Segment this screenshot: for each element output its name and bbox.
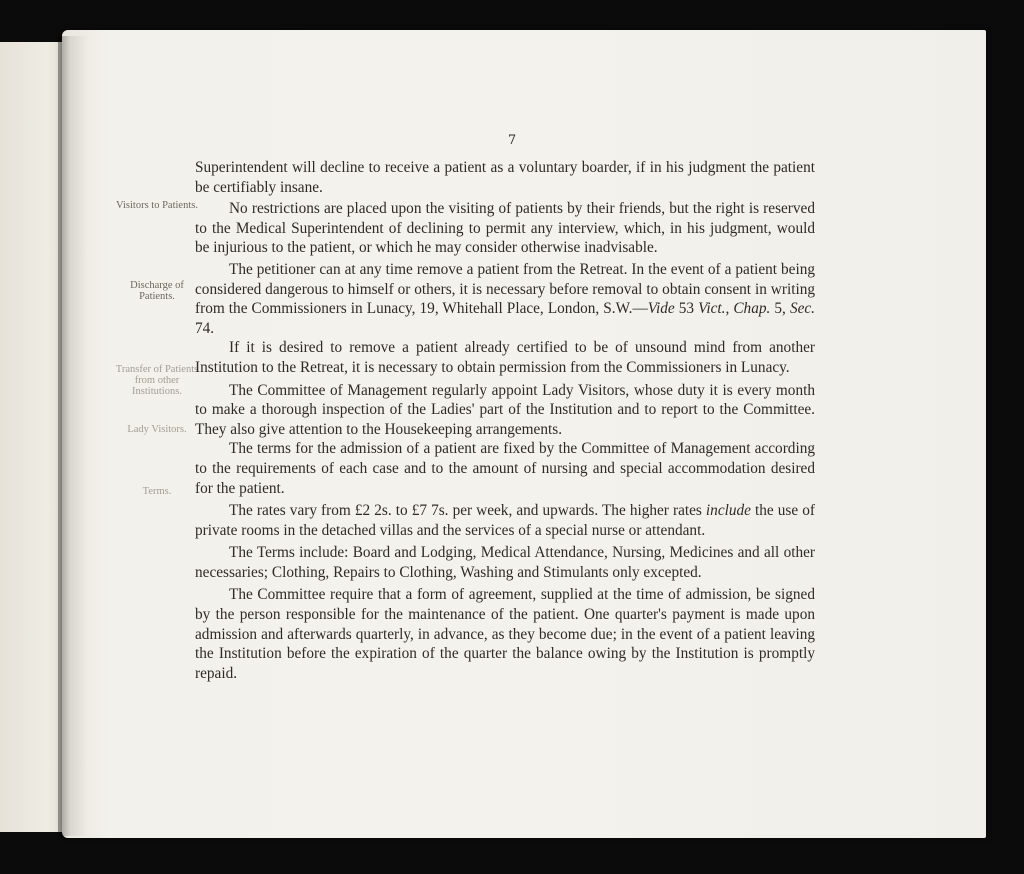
- paragraph-lady-visitors: The Committee of Management regularly appoint Lady Visitors, whose duty it is every month to make a thorough inspection of the Ladies' part of the Institution and to report to the Committee. They also give attention to the Housekeeping arrangements.: [195, 381, 815, 438]
- page-body: [195, 158, 815, 683]
- rates-include: include: [705, 502, 751, 520]
- book-gutter: [58, 36, 88, 836]
- margin-note-transfer: Transfer of Patients from other Institutions.: [115, 364, 199, 397]
- citation-number-5: 5,: [770, 300, 790, 318]
- paragraph-visitors: No restrictions are placed upon the visiting of patients by their friends, but the right is reserved to the Medical Superintendent of declining to permit any interview, which, in his judgment, would be injurious to the patient, or which he may consider otherwise inadvisable.: [195, 200, 815, 257]
- rates-text-end: the use of private rooms in the detached villas and the services of a special nurse or attendant.: [195, 502, 815, 539]
- margin-note-lady-visitors: Lady Visitors.: [127, 424, 187, 435]
- paragraph-transfer: If it is desired to remove a patient already certified to be of unsound mind from another Institution to the Retreat, it is necessary to obtain permission from the Commissioners in Lunacy.: [195, 339, 815, 376]
- citation-chap: Chap.: [733, 300, 771, 318]
- margin-note-visitors: Visitors to Patients.: [116, 200, 198, 211]
- citation-sec: Sec.: [789, 300, 816, 318]
- margin-note-terms: Terms.: [142, 486, 172, 497]
- paragraph-superintendent: Superintendent will decline to receive a patient as a voluntary boarder, if in his judgment the patient be certifiably insane.: [195, 159, 815, 196]
- citation-vict: Vict.,: [698, 300, 730, 318]
- paragraph-terms: The terms for the admission of a patient are fixed by the Committee of Management according to the requirements of each case and to the amount of nursing and special accommodation desired for the patient.: [195, 440, 815, 497]
- discharge-text: The petitioner can at any time remove a patient from the Retreat. In the event of a patient being considered dangerous to himself or others, it is necessary before removal to obtain consent in writing from the Commissioners in Lunacy, 19, Whitehall Place, London, S.W.—: [195, 260, 815, 318]
- paragraph-terms-include: The Terms include: Board and Lodging, Medical Attendance, Nursing, Medicines and all other necessaries; Clothing, Repairs to Clothing, Washing and Stimulants only excepted.: [195, 544, 815, 581]
- citation-number-74: 74.: [195, 319, 215, 337]
- paragraph-discharge: [195, 260, 815, 338]
- rates-text: The rates vary from £2 2s. to £7 7s. per week, and upwards. The higher rates: [229, 502, 706, 520]
- page-number: 7: [507, 133, 517, 148]
- citation-number-53: 53: [674, 300, 699, 318]
- paragraph-rates: [195, 501, 815, 540]
- paragraph-agreement: The Committee require that a form of agreement, supplied at the time of admission, be signed by the person responsible for the maintenance of the patient. One quarter's payment is made upon admission and afterwards quarterly, in advance, as they become due; in the event of a patient leaving the Institution before the expiration of the quarter the balance owing by the Institution is promptly repaid.: [195, 586, 815, 682]
- margin-note-discharge: Discharge of Patients.: [130, 280, 184, 302]
- citation-vide: Vide: [647, 300, 675, 318]
